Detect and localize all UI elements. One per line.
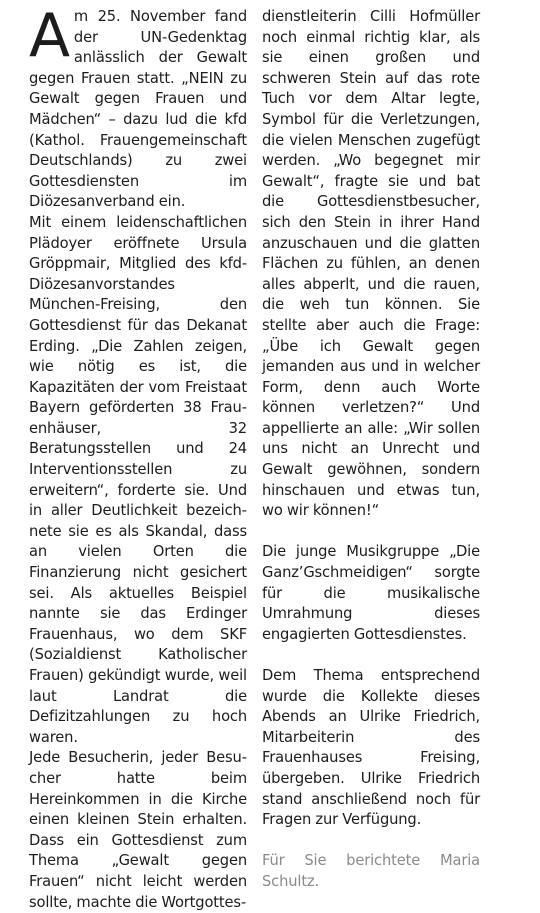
paragraph-gap bbox=[262, 831, 480, 852]
drop-cap: A bbox=[29, 1, 70, 71]
article-paragraph-1 bbox=[29, 1, 247, 213]
paragraph-gap bbox=[262, 645, 480, 666]
paragraph-gap bbox=[262, 522, 480, 543]
article-paragraph-3: Jede Besucherin, jeder Besucher hatte beim Hereinkommen in die Kirche einen kleinen Stein erhalten. Dass ein Gottesdienst zum Thema „Gewalt gegen Frauen“ nicht leicht werden sollte, machte die Wortgottes- bbox=[29, 749, 247, 911]
article-paragraph-6: Dem Thema entsprechend wurde die Kollekte dieses Abends an Ulrike Friedrich, Mitarbeiterin des Frauenhauses Freising, übergeben. Ulrike Friedrich stand anschließend noch für Fragen zur Verfügung. bbox=[262, 667, 480, 829]
article-paragraph-2: Mit einem leidenschaftlichen Plädoyer eröffnete Ursula Gröppmair, Mitglied des kfd-Diözesanvorstandes München-Freising, den Gottesdienst für das Dekanat Erding. „Die Zahlen zeigen, wie nötig es ist, die Kapazitäten der vom Freistaat Bayern geförderten 38 Frauenhäuser, 32 Beratungsstellen und 24 Interventionsstellen zu erweitern“, forderte sie. Und in aller Deutlichkeit bezeichnete sie es als Skandal, dass an vielen Orten die Finanzierung nicht gesichert sei. Als aktuelles Beispiel nannte sie das Erdinger Frauenhaus, wo dem SKF (Sozialdienst Katholischer Frauen) gekündigt wurde, weil laut Landrat die Defizitzahlungen zu hoch waren. bbox=[29, 213, 247, 746]
author-credit: Für Sie berichtete Maria Schultz. bbox=[262, 852, 480, 890]
article-column-right bbox=[262, 7, 480, 893]
article-paragraph-4: dienstleiterin Cilli Hofmüller noch einmal richtig klar, als sie einen großen und schweren Stein auf das rote Tuch vor dem Altar legte, Symbol für die Verletzungen, die vielen Menschen zugefügt werden. „Wo begegnet mir Gewalt“, fragte sie und bat die Gottesdienstbesucher, sich den Stein in ihrer Hand anzuschauen und die glatten Flächen zu fühlen, an denen alles abperlt, und die rauen, die weh tun können. Sie stellte aber auch die Frage: „Übe ich Gewalt gegen jemanden aus und in welcher Form, denn auch Worte können verletzen?“ Und appellierte an alle: „Wir sollen uns nicht an Unrecht und Gewalt gewöhnen, sondern hinschauen und etwas tun, wo wir können!“ bbox=[262, 8, 480, 520]
article-paragraph-5: Die junge Musikgruppe „Die Ganz’Gschmeidigen“ sorgte für die musikalische Umrahmung dieses engagierten Gottesdienstes. bbox=[262, 543, 480, 643]
paragraph-text: m 25. November fand der UN-Gedenktag anlässlich der Gewalt gegen Frauen statt. „NEIN zu Gewalt gegen Frauen und Mädchen“ – dazu lud die kfd (Kathol. Frauengemeinschaft Deutschlands) zu zwei Gottesdiensten im Diözesanverband ein. bbox=[29, 8, 247, 211]
article-column-left bbox=[29, 1, 247, 913]
